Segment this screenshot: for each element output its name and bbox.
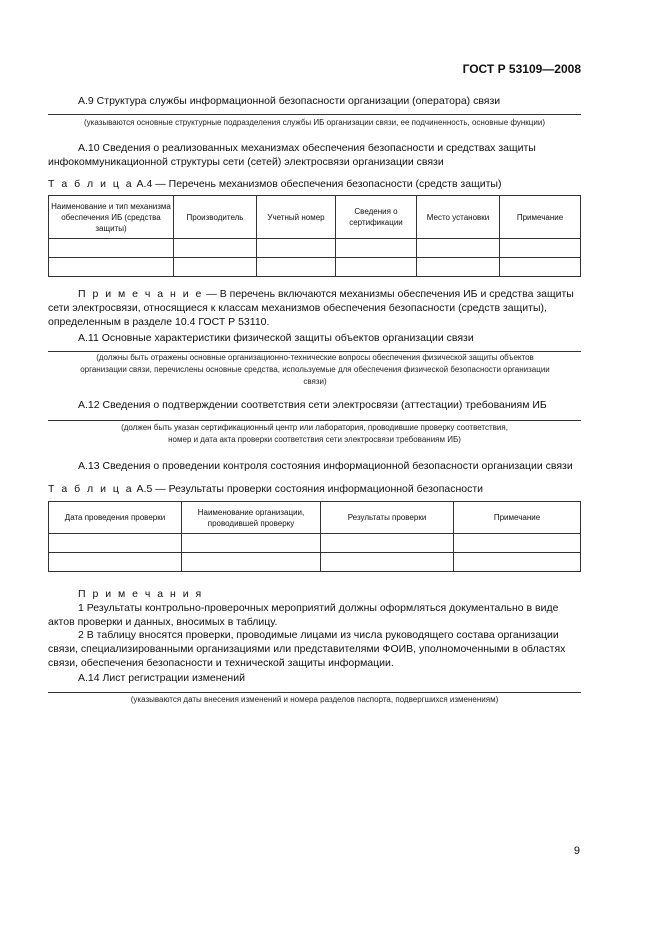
table-a5-caption: А.5 — Результаты проверки состояния информационной безопасности [136, 483, 484, 495]
section-a9-caption: (указываются основные структурные подразделения службы ИБ организации связи, ее подчиненность, основные функции) [84, 118, 545, 127]
section-a14-caption: (указываются даты внесения изменений и номера разделов паспорта, подвергшихся изменениям) [130, 695, 499, 704]
fill-line-a14 [48, 692, 581, 693]
table-cell [49, 239, 174, 258]
notes-item-2: 2 В таблицу вносятся проверки, проводимые лицами из числа руководящего состава организации связи, специализированными организациями или представителями ФОИВ, уполномоченными в областях связи, обеспечения безопасности и технической защиты информации. [48, 629, 566, 669]
table-a5-header: Результаты проверки [321, 502, 454, 534]
section-a14-title: А.14 Лист регистрации изменений [78, 672, 245, 684]
table-a5-header: Дата проведения проверки [49, 502, 182, 534]
notes-item-1: 1 Результаты контрольно-проверочных мероприятий должны оформляться документально в виде актов проверки и данных, вносимых в таблицу. [48, 602, 559, 628]
fill-line-a9 [48, 114, 581, 115]
table-a4-header: Производитель [174, 196, 257, 239]
section-a13-title: А.13 Сведения о проведении контроля состояния информационной безопасности организации связи [78, 460, 573, 472]
table-a4-label: Т а б л и ц а [48, 178, 134, 190]
note-text: — В перечень включаются механизмы обеспечения ИБ и средства защиты сети электросвязи, относящиеся к классам механизмов обеспечения безопасности (средств защиты), определенным в разделе 10.4 ГОСТ Р 53110. [48, 288, 574, 328]
table-cell [321, 534, 454, 553]
table-row [49, 534, 581, 553]
table-a4-header: Место установки [417, 196, 500, 239]
section-a9-title: А.9 Структура службы информационной безопасности организации (оператора) связи [78, 95, 501, 107]
table-cell [500, 258, 581, 277]
fill-line-a12 [48, 420, 581, 421]
table-a4-header: Учетный номер [257, 196, 336, 239]
table-a5 [48, 501, 581, 572]
section-a11-caption: (должны быть отражены основные организационно-технические вопросы обеспечения физической защиты объектов организации связи, перечислены основные средства, используемые для обеспечения физической безопасности организации связи) [80, 353, 550, 386]
table-cell [417, 239, 500, 258]
table-cell [49, 534, 182, 553]
table-cell [182, 534, 321, 553]
table-cell [49, 553, 182, 572]
table-a5-title [48, 482, 581, 496]
table-cell [454, 553, 581, 572]
table-cell [321, 553, 454, 572]
table-cell [500, 239, 581, 258]
table-cell [454, 534, 581, 553]
table-cell [174, 239, 257, 258]
standard-number: ГОСТ Р 53109—2008 [462, 62, 581, 76]
table-a4-header: Примечание [500, 196, 581, 239]
section-a12-caption-2: номер и дата акта проверки соответствия сети электросвязи требованиям ИБ) [168, 435, 461, 444]
table-a4-caption: А.4 — Перечень механизмов обеспечения безопасности (средств защиты) [136, 178, 502, 190]
section-a11-title: А.11 Основные характеристики физической защиты объектов организации связи [78, 332, 474, 344]
table-a5-label: Т а б л и ц а [48, 483, 134, 495]
table-row [49, 553, 581, 572]
table-cell [257, 258, 336, 277]
table-cell [417, 258, 500, 277]
table-cell [336, 258, 417, 277]
section-a12-caption-1: (должен быть указан сертификационный центр или лаборатория, проводившие проверку соответствия, [121, 423, 508, 432]
table-a5-header: Примечание [454, 502, 581, 534]
notes-label: П р и м е ч а н и я [78, 588, 204, 600]
note-label: П р и м е ч а н и е [78, 288, 204, 300]
table-a4-header: Наименование и тип механизма обеспечения ИБ (средства защиты) [49, 196, 174, 239]
table-row [49, 239, 581, 258]
section-a12-title: А.12 Сведения о подтверждении соответствия сети электросвязи (аттестации) требованиям ИБ [78, 399, 547, 411]
table-cell [49, 258, 174, 277]
table-a4 [48, 195, 581, 277]
table-a4-title [48, 177, 581, 191]
section-a10-text: А.10 Сведения о реализованных механизмах обеспечения безопасности и средствах защиты инфокоммуникационной структуры сети (сетей) электросвязи организации связи [48, 142, 536, 168]
note-table-a4 [48, 287, 581, 329]
page-number: 9 [573, 845, 580, 857]
table-cell [182, 553, 321, 572]
table-cell [257, 239, 336, 258]
table-cell [174, 258, 257, 277]
table-a4-header: Сведения о сертификации [336, 196, 417, 239]
table-a5-header: Наименование организации, проводившей проверку [182, 502, 321, 534]
table-cell [336, 239, 417, 258]
table-row [49, 258, 581, 277]
